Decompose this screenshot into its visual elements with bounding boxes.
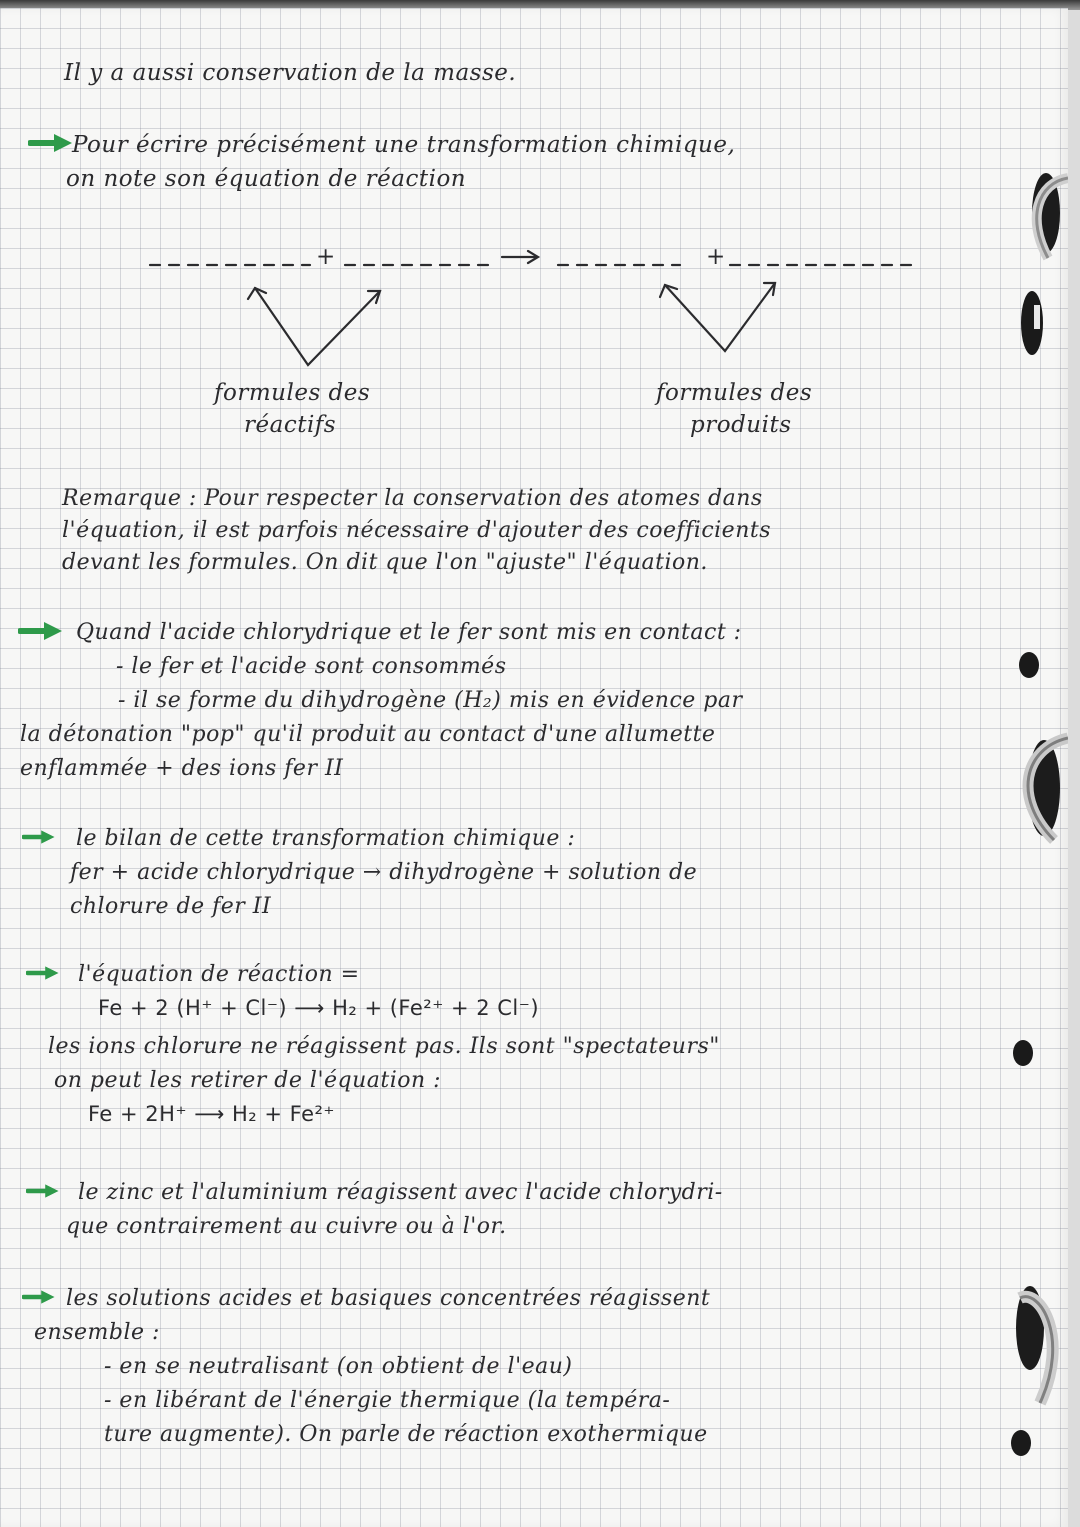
remark-line2: l'équation, il est parfois nécessaire d'ajouter des coefficients <box>62 518 771 543</box>
scheme-left-plus: + <box>316 244 336 270</box>
section3-line2: fer + acide chlorydrique → dihydrogène + solution de <box>70 860 698 885</box>
remark-line3: devant les formules. On dit que l'on "ajuste" l'équation. <box>62 550 708 575</box>
binder-ring-icon <box>1008 158 1068 268</box>
binder-ring-icon <box>1004 728 1068 848</box>
reaction-scheme-diagram <box>140 233 940 373</box>
label-products-line2: produits <box>690 412 792 438</box>
section2-line4: la détonation "pop" qu'il produit au contact d'une allumette <box>20 722 716 747</box>
section2-line3: - il se forme du dihydrogène (H₂) mis en évidence par <box>118 688 743 713</box>
section3-line1: le bilan de cette transformation chimique : <box>76 826 576 851</box>
section4-line1: l'équation de réaction = <box>78 962 360 987</box>
equation-full: Fe + 2 (H⁺ + Cl⁻) ⟶ H₂ + (Fe²⁺ + 2 Cl⁻) <box>98 996 540 1020</box>
green-arrow-icon <box>18 620 64 642</box>
section2-line1: Quand l'acide chlorydrique et le fer sont mis en contact : <box>76 620 742 645</box>
green-arrow-icon <box>22 1286 56 1308</box>
section6-line3: - en se neutralisant (on obtient de l'eau) <box>104 1354 573 1379</box>
green-arrow-icon <box>26 1180 60 1202</box>
green-arrow-icon <box>22 826 56 848</box>
section5-line2: que contrairement au cuivre ou à l'or. <box>66 1214 507 1239</box>
section4-line3: on peut les retirer de l'équation : <box>54 1068 442 1093</box>
binder-hole-icon <box>1012 283 1052 363</box>
section6-line1: les solutions acides et basiques concentrées réagissent <box>66 1286 711 1311</box>
label-products-line1: formules des <box>656 380 813 406</box>
scheme-right-plus: + <box>706 244 726 270</box>
equation-simplified: Fe + 2H⁺ ⟶ H₂ + Fe²⁺ <box>88 1102 335 1126</box>
section6-line4: - en libérant de l'énergie thermique (la tempéra- <box>104 1388 671 1413</box>
intro-line: Il y a aussi conservation de la masse. <box>64 60 517 86</box>
section1-line1: Pour écrire précisément une transformation chimique, <box>72 132 736 158</box>
binder-hole-icon <box>1008 1036 1038 1070</box>
section1-line2: on note son équation de réaction <box>66 166 467 192</box>
binder-hole-icon <box>1006 1426 1036 1460</box>
section2-line2: - le fer et l'acide sont consommés <box>116 654 507 679</box>
section6-line2: ensemble : <box>34 1320 160 1345</box>
section4-line2: les ions chlorure ne réagissent pas. Ils sont "spectateurs" <box>48 1034 720 1059</box>
green-arrow-icon <box>28 132 74 154</box>
section3-line3: chlorure de fer II <box>70 894 272 919</box>
label-reactants-line2: réactifs <box>244 412 337 438</box>
section6-line5: ture augmente). On parle de réaction exothermique <box>104 1422 708 1447</box>
binder-hole-icon <box>1014 648 1044 682</box>
section2-line5: enflammée + des ions fer II <box>20 756 344 781</box>
remark-line1: Remarque : Pour respecter la conservation des atomes dans <box>62 486 763 511</box>
label-reactants-line1: formules des <box>214 380 371 406</box>
section5-line1: le zinc et l'aluminium réagissent avec l'acide chlorydri- <box>78 1180 723 1205</box>
green-arrow-icon <box>26 962 60 984</box>
notebook-page <box>0 8 1068 1527</box>
binder-ring-icon <box>1000 1278 1068 1408</box>
